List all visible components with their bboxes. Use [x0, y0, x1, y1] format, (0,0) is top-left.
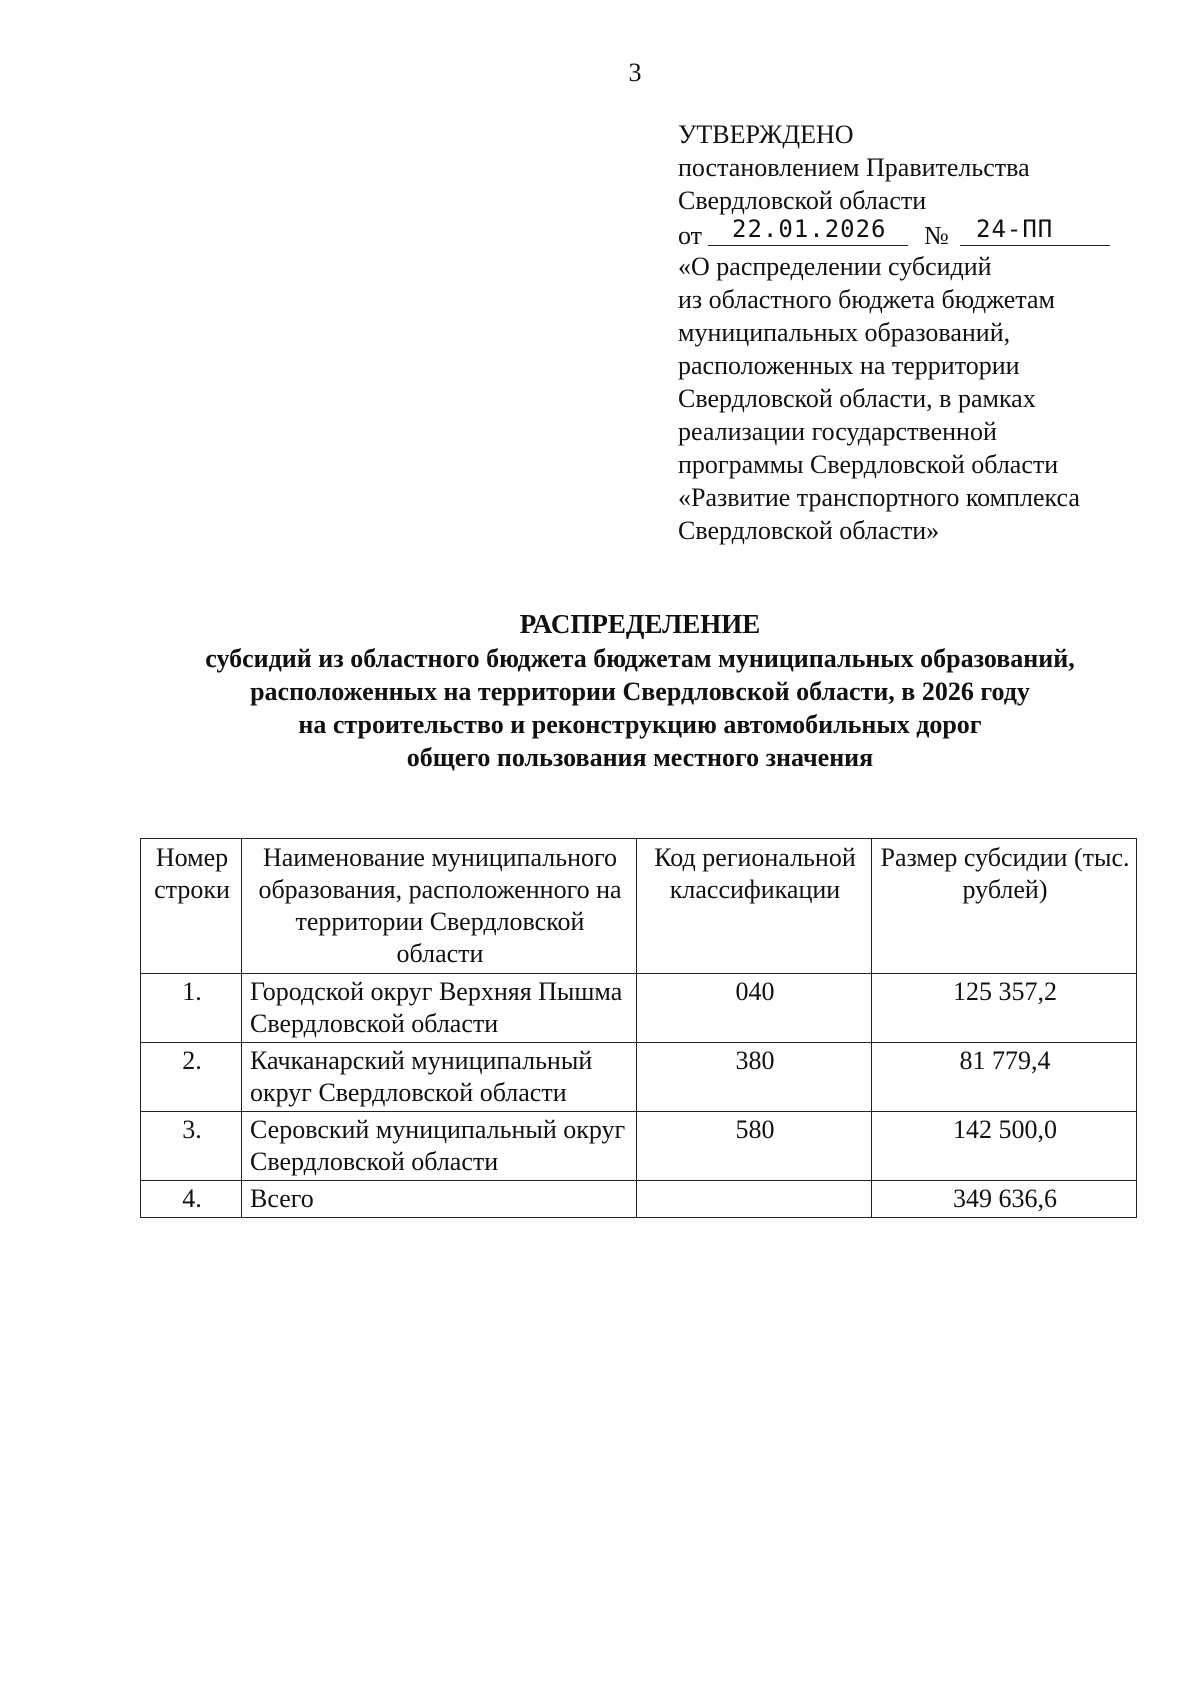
cell-region-code: 040 — [637, 974, 872, 1043]
document-subtitle-line: общего пользования местного значения — [406, 743, 874, 772]
decree-title-line: Свердловской области» — [678, 516, 940, 545]
decree-title-line: муниципальных образований, — [678, 318, 1011, 347]
decree-title-line: реализации государственной — [678, 417, 997, 446]
cell-row-number: 3. — [141, 1112, 242, 1181]
subsidy-distribution-table — [140, 838, 1137, 1218]
cell-region-code — [637, 1181, 872, 1218]
approval-stamp — [678, 118, 1178, 547]
cell-row-number: 2. — [141, 1043, 242, 1112]
table-total-row — [141, 1181, 1137, 1218]
cell-total-amount: 349 636,6 — [872, 1181, 1137, 1218]
cell-municipality-name: Серовский муниципальный округ Свердловской области — [242, 1112, 637, 1181]
decree-title-line: из областного бюджета бюджетам — [678, 285, 1055, 314]
cell-subsidy-amount: 81 779,4 — [872, 1043, 1137, 1112]
decree-title-line: «Развитие транспортного комплекса — [678, 483, 1080, 512]
cell-municipality-name: Качканарский муниципальный округ Свердловской области — [242, 1043, 637, 1112]
decree-title-line: программы Свердловской области — [678, 450, 1059, 479]
header-municipality-name: Наименование муниципального образования, расположенного на территории Свердловской области — [242, 839, 637, 974]
cell-region-code: 380 — [637, 1043, 872, 1112]
decree-title-line: Свердловской области, в рамках — [678, 384, 1036, 413]
header-region-code: Код региональной классификации — [637, 839, 872, 974]
decree-title — [678, 250, 1178, 547]
document-title-main: РАСПРЕДЕЛЕНИЕ — [519, 609, 761, 639]
cell-region-code: 580 — [637, 1112, 872, 1181]
document-subtitle-line: субсидий из областного бюджета бюджетам муниципальных образований, — [205, 644, 1075, 673]
cell-row-number: 1. — [141, 974, 242, 1043]
decree-title-line: «О распределении субсидий — [678, 252, 992, 281]
approval-heading: УТВЕРЖДЕНО — [678, 120, 854, 149]
date-prefix: от — [678, 221, 703, 250]
cell-total-label: Всего — [242, 1181, 637, 1218]
document-subtitle-line: на строительство и реконструкцию автомобильных дорог — [298, 710, 982, 739]
header-row-number: Номер строки — [141, 839, 242, 974]
table-row — [141, 1112, 1137, 1181]
cell-subsidy-amount: 125 357,2 — [872, 974, 1137, 1043]
decree-number: 24-ПП — [976, 215, 1054, 243]
decree-title-line: расположенных на территории — [678, 351, 1020, 380]
approval-line: постановлением Правительства — [678, 153, 1030, 182]
document-title — [140, 608, 1140, 774]
decree-date-number-line — [678, 217, 1178, 250]
table-header-row — [141, 839, 1137, 974]
cell-municipality-name: Городской округ Верхняя Пышма Свердловской области — [242, 974, 637, 1043]
header-subsidy-amount: Размер субсидии (тыс. рублей) — [872, 839, 1137, 974]
table-row — [141, 974, 1137, 1043]
approval-line: Свердловской области — [678, 186, 927, 215]
number-prefix: № — [924, 221, 949, 250]
page-number: 3 — [628, 58, 642, 87]
table-row — [141, 1043, 1137, 1112]
document-subtitle-line: расположенных на территории Свердловской области, в 2026 году — [250, 677, 1030, 706]
cell-subsidy-amount: 142 500,0 — [872, 1112, 1137, 1181]
decree-date: 22.01.2026 — [732, 215, 887, 243]
cell-row-number: 4. — [141, 1181, 242, 1218]
